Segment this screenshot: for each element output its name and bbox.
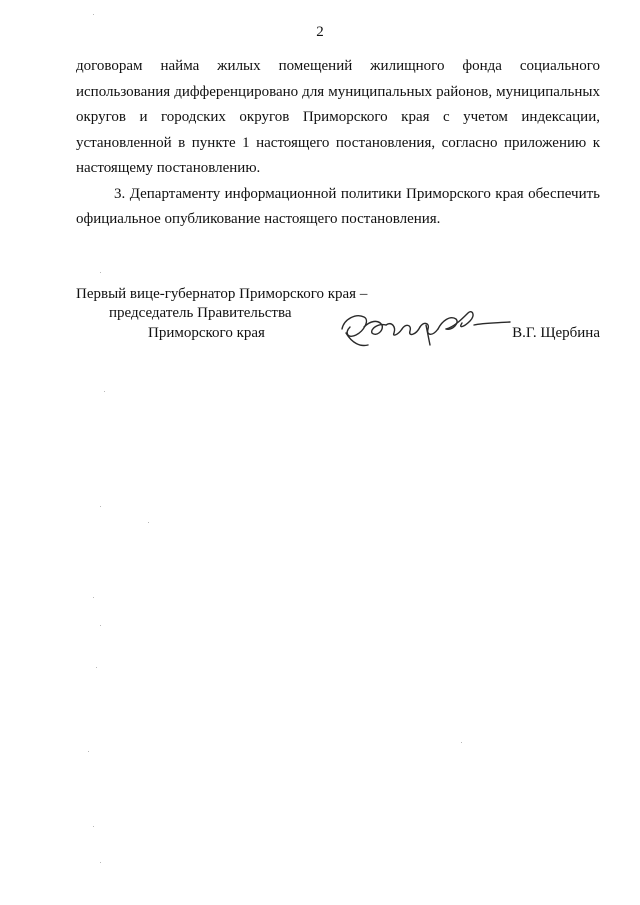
scan-speck [100, 506, 101, 507]
paragraph-3: 3. Департаменту информационной политики Приморского края обеспечить официальное опубликование настоящего постановления. [76, 185, 600, 227]
scan-speck [96, 667, 97, 668]
signature-block [76, 285, 600, 355]
scan-speck [148, 522, 149, 523]
scan-speck [100, 625, 101, 626]
scan-speck [93, 597, 94, 598]
scan-speck [100, 862, 101, 863]
scan-speck [93, 826, 94, 827]
paragraph-continuation: договорам найма жилых помещений жилищного фонда социального использования дифференцировано для муниципальных районов, муниципальных округов и городских округов Приморского края с учетом индексации, установленной в пункте 1 настоящего постановления, согласно приложению к настоящему постановлению. [76, 58, 600, 176]
scan-speck [100, 272, 101, 273]
signer-position-line-1: Первый вице-губернатор Приморского края – [76, 286, 368, 302]
document-body [76, 54, 600, 233]
page-number: 2 [316, 24, 324, 40]
scan-speck [104, 391, 105, 392]
signer-position-line-2: председатель Правительства [109, 305, 292, 321]
handwritten-signature [334, 299, 514, 353]
scan-speck [88, 751, 89, 752]
scan-speck [93, 14, 94, 15]
signer-name: В.Г. Щербина [512, 325, 600, 341]
signer-position-line-3: Приморского края [148, 325, 265, 341]
scan-speck [461, 742, 462, 743]
